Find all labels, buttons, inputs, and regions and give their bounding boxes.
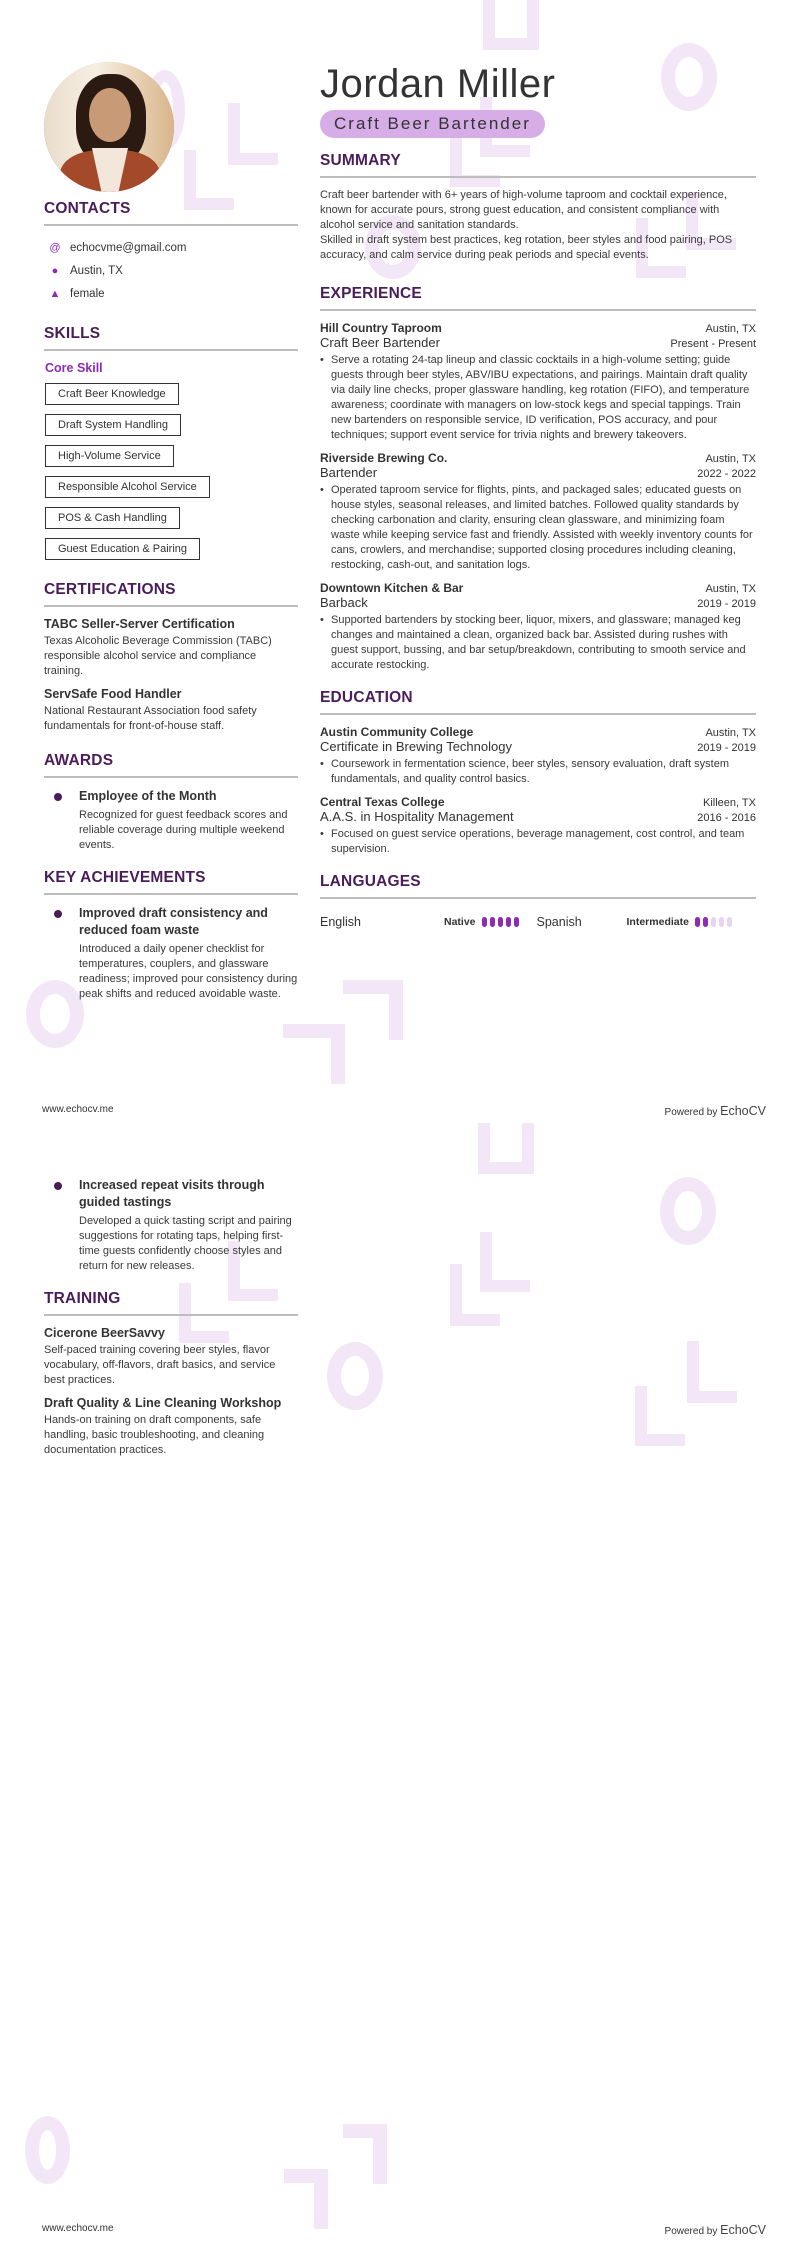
school-name: Austin Community College (320, 725, 474, 739)
decor-l-shape (450, 1264, 500, 1326)
footer-site-link[interactable]: www.echocv.me (42, 1104, 114, 1115)
skill-chip: Draft System Handling (45, 414, 181, 436)
contact-location (44, 259, 298, 282)
skill-chip: Guest Education & Pairing (45, 538, 200, 560)
page-footer (0, 2223, 794, 2237)
job-location: Austin, TX (705, 323, 756, 335)
contact-email-value: echocvme@gmail.com (70, 241, 187, 254)
contact-email[interactable] (44, 236, 298, 259)
achievement-desc: Developed a quick tasting script and pairing suggestions for rotating taps, helping first-time guests confidently choose styles and return for new releases. (79, 1215, 292, 1272)
bullet-icon: • (320, 484, 324, 496)
achievement-item (44, 905, 298, 1002)
achievement-desc: Introduced a daily opener checklist for temperatures, couplers, and glassware readiness; improved pour consistency during peak shifts and reduced avoidable waste. (79, 943, 298, 1000)
school-name: Central Texas College (320, 795, 445, 809)
experience-entry (320, 581, 756, 673)
decor-l-shape (480, 1232, 530, 1292)
section-heading-training: TRAINING (44, 1290, 298, 1316)
training-title: Draft Quality & Line Cleaning Workshop (44, 1396, 282, 1410)
certification-desc: National Restaurant Association food safety fundamentals for front-of-house staff. (44, 705, 257, 732)
job-description: Serve a rotating 24-tap lineup and classic cocktails in a high-volume setting; guide guests through beer styles, ABV/IBU expectations, and pairings. Maintain draft quality via daily line checks, proper glassware handling, keg rotation (FIFO), and temperature awareness; coordinate with managers on low-stock kegs and special tappings. Train new bartenders on responsible service, ID verification, POS accuracy, and pour techniques; support event service for trivia nights and brewery takeovers. (331, 354, 750, 441)
bullet-icon: • (320, 758, 324, 770)
language-level: Intermediate (626, 916, 689, 928)
section-heading-awards: AWARDS (44, 752, 298, 778)
achievement-title: Increased repeat visits through guided tastings (79, 1178, 265, 1209)
left-column (44, 62, 298, 1012)
job-role: Barback (320, 595, 368, 610)
section-heading-certifications: CERTIFICATIONS (44, 581, 298, 607)
job-dates: Present - Present (670, 338, 756, 350)
education-entry (320, 725, 756, 787)
languages-section (320, 873, 756, 929)
page-footer (0, 1104, 794, 1118)
job-location: Austin, TX (705, 583, 756, 595)
contact-gender (44, 282, 298, 305)
footer-brand: EchoCV (720, 2223, 766, 2237)
resume-page-2 (0, 1123, 794, 2246)
decor-corner-shape (283, 1024, 345, 1084)
experience-entry (320, 321, 756, 443)
certification-title: TABC Seller-Server Certification (44, 617, 235, 631)
bullet-icon: • (320, 614, 324, 626)
footer-brand: EchoCV (720, 1104, 766, 1118)
experience-section (320, 285, 756, 673)
decor-ring (327, 1342, 383, 1410)
bullet-dot-icon (54, 793, 62, 801)
award-desc: Recognized for guest feedback scores and reliable coverage during multiple weekend events. (79, 809, 288, 851)
education-dates: 2019 - 2019 (697, 742, 756, 754)
training-section (44, 1290, 298, 1458)
achievements-section (44, 869, 298, 1002)
education-section (320, 689, 756, 857)
certification-desc: Texas Alcoholic Beverage Commission (TABC) responsible alcohol service and compliance training. (44, 635, 272, 677)
summary-paragraph: Skilled in draft system best practices, keg rotation, beer styles and food pairing, POS accuracy, and calm service during peak periods and special events. (320, 234, 733, 261)
decor-corner-shape (343, 980, 403, 1040)
language-proficiency-dots (482, 917, 519, 927)
training-title: Cicerone BeerSavvy (44, 1326, 165, 1340)
decor-corner-shape (343, 2124, 387, 2184)
footer-powered-by: Powered by EchoCV (664, 2223, 766, 2237)
training-desc: Hands-on training on draft components, safe handling, basic troubleshooting, and cleaning documentation practices. (44, 1414, 265, 1456)
section-heading-languages: LANGUAGES (320, 873, 756, 899)
language-name: Spanish (536, 915, 582, 929)
training-desc: Self-paced training covering beer styles, flavor vocabulary, off-flavors, draft basics, and service best practices. (44, 1344, 276, 1386)
skills-section (44, 325, 298, 565)
awards-section (44, 752, 298, 853)
language-name: English (320, 915, 361, 929)
job-description: Supported bartenders by stocking beer, liquor, mixers, and glassware; managed keg changes and maintained a clean, organized back bar. Assisted during rushes with guest support, bussing, and bar setup/breakdown, contributing to smooth service and accurate restocking. (331, 614, 746, 671)
company-name: Downtown Kitchen & Bar (320, 581, 464, 595)
certification-title: ServSafe Food Handler (44, 687, 182, 701)
decor-u-shape (483, 0, 539, 50)
education-dates: 2016 - 2016 (697, 812, 756, 824)
education-description: Focused on guest service operations, beverage management, cost control, and team supervision. (331, 828, 745, 855)
job-dates: 2022 - 2022 (697, 468, 756, 480)
degree: A.A.S. in Hospitality Management (320, 809, 514, 824)
person-icon: ▲ (49, 287, 61, 300)
job-role: Craft Beer Bartender (320, 335, 440, 350)
footer-site-link[interactable]: www.echocv.me (42, 2223, 114, 2234)
contact-gender-value: female (70, 287, 105, 300)
school-location: Austin, TX (705, 727, 756, 739)
award-item (44, 788, 298, 853)
section-heading-skills: SKILLS (44, 325, 298, 351)
education-entry (320, 795, 756, 857)
bullet-icon: • (320, 354, 324, 366)
language-proficiency-dots (695, 917, 732, 927)
skills-group-label: Core Skill (45, 361, 103, 375)
left-column-continued (44, 1177, 298, 1466)
achievement-item (44, 1177, 298, 1274)
summary-section (320, 152, 756, 263)
candidate-name: Jordan Miller (320, 62, 556, 106)
skill-chip: Responsible Alcohol Service (45, 476, 210, 498)
skill-chip: POS & Cash Handling (45, 507, 180, 529)
footer-powered-by: Powered by EchoCV (664, 1104, 766, 1118)
company-name: Hill Country Taproom (320, 321, 442, 335)
section-heading-education: EDUCATION (320, 689, 756, 715)
skill-chip: High-Volume Service (45, 445, 174, 467)
award-title: Employee of the Month (79, 789, 217, 803)
profile-photo (44, 62, 174, 192)
bullet-dot-icon (54, 1182, 62, 1190)
contact-location-value: Austin, TX (70, 264, 123, 277)
decor-l-shape (687, 1341, 737, 1403)
contacts-section (44, 200, 298, 305)
degree: Certificate in Brewing Technology (320, 739, 512, 754)
job-role: Bartender (320, 465, 378, 480)
decor-ring (660, 1177, 716, 1245)
decor-l-shape (635, 1386, 685, 1446)
section-heading-experience: EXPERIENCE (320, 285, 756, 311)
job-dates: 2019 - 2019 (697, 598, 756, 610)
section-heading-summary: SUMMARY (320, 152, 756, 178)
job-title-pill: Craft Beer Bartender (320, 110, 545, 138)
decor-corner-shape (284, 2169, 328, 2229)
bullet-icon: • (320, 828, 324, 840)
section-heading-achievements: KEY ACHIEVEMENTS (44, 869, 298, 895)
job-description: Operated taproom service for flights, pints, and packaged sales; educated guests on house styles, seasonal releases, and limited batches. Followed quality standards by checking carbonation and clarity, ensuring clean glassware, and minimizing foam waste while keeping service fast and friendly. Assisted with weekly inventory counts for cans, crowlers, and merchandise; supported closing procedures including cleaning, restocking, cash-out, and sanitation logs. (331, 484, 753, 571)
right-column (320, 62, 756, 929)
section-heading-contacts: CONTACTS (44, 200, 298, 226)
achievement-title: Improved draft consistency and reduced foam waste (79, 906, 268, 937)
company-name: Riverside Brewing Co. (320, 451, 448, 465)
job-location: Austin, TX (705, 453, 756, 465)
experience-entry (320, 451, 756, 573)
certifications-section (44, 581, 298, 734)
decor-ring (25, 2116, 70, 2184)
language-level: Native (444, 916, 476, 928)
languages-row (320, 915, 756, 929)
location-pin-icon: ● (51, 264, 59, 277)
school-location: Killeen, TX (703, 797, 756, 809)
skill-chip: Craft Beer Knowledge (45, 383, 179, 405)
decor-u-shape (478, 1123, 534, 1174)
education-description: Coursework in fermentation science, beer styles, sensory evaluation, draft system fundamentals, and quality control basics. (331, 758, 730, 785)
at-icon: @ (49, 241, 61, 254)
bullet-dot-icon (54, 910, 62, 918)
summary-paragraph: Craft beer bartender with 6+ years of high-volume taproom and cocktail experience, known for accurate pours, strong guest education, and consistent compliance with alcohol service and sanitation standards. (320, 189, 727, 231)
